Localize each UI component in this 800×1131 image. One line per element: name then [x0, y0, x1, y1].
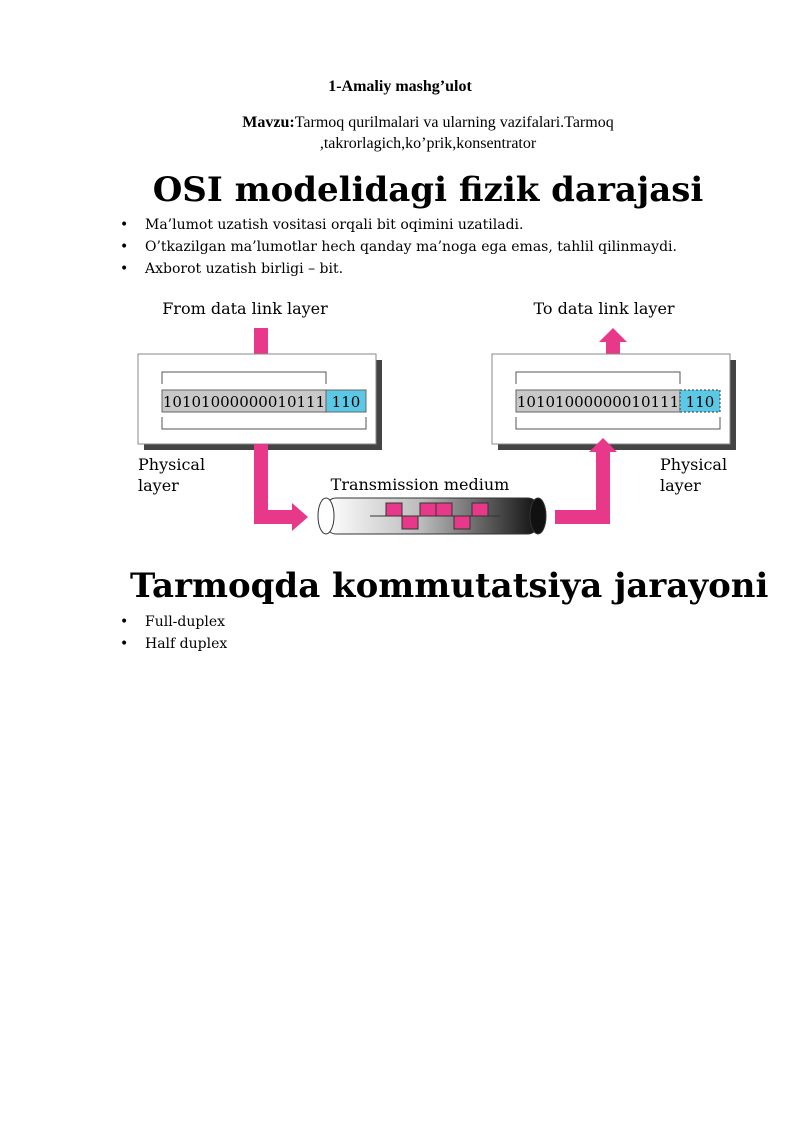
right-layer-label-line1: Physical: [660, 455, 728, 474]
transmission-medium-tube: [318, 498, 546, 534]
left-layer-label-line2: layer: [138, 476, 179, 495]
kommutatsiya-bullet-list: [120, 611, 227, 655]
bullet-icon: •: [120, 636, 129, 652]
right-physical-box: [492, 354, 736, 450]
topic-text: Tarmoq qurilmalari va ularning vazifalari.Tarmoq ,takrorlagich,ko’prik,konsentrator: [294, 114, 614, 152]
transmission-medium-label: Transmission medium: [330, 475, 510, 494]
list-item: • Axborot uzatish birligi – bit.: [120, 258, 677, 280]
bullet-icon: •: [120, 239, 129, 255]
to-data-link-label: To data link layer: [533, 299, 675, 318]
from-data-link-label: From data link layer: [162, 299, 328, 318]
list-item: • Full-duplex: [120, 611, 227, 633]
topic-line: [150, 112, 706, 154]
medium-to-right-arrow-icon: [555, 438, 617, 524]
right-tail-text: 110: [685, 393, 715, 411]
left-tail-text: 110: [331, 393, 361, 411]
bullet-icon: •: [120, 614, 129, 630]
topic-label: Mavzu:: [242, 114, 295, 131]
list-item: • Half duplex: [120, 633, 227, 655]
document-title: 1-Amaliy mashg’ulot: [328, 78, 472, 95]
right-layer-label-line2: layer: [660, 476, 701, 495]
left-bits-text: 10101000000010111: [162, 393, 326, 411]
osi-bullet-list: [120, 214, 677, 280]
bullet-icon: •: [120, 261, 129, 277]
left-physical-box: [138, 354, 382, 450]
right-bits-text: 10101000000010111: [516, 393, 680, 411]
list-item: • Ma’lumot uzatish vositasi orqali bit oqimini uzatiladi.: [120, 214, 677, 236]
physical-layer-diagram: [130, 292, 740, 542]
list-item: • O’tkazilgan ma’lumotlar hech qanday ma’noga ega emas, tahlil qilinmaydi.: [120, 236, 677, 258]
left-to-medium-arrow-icon: [254, 444, 308, 531]
section-heading-osi: OSI modelidagi fizik darajasi: [152, 170, 704, 210]
left-layer-label-line1: Physical: [138, 455, 206, 474]
section-heading-kommutatsiya: Tarmoqda kommutatsiya jarayoni: [130, 566, 769, 606]
bullet-icon: •: [120, 217, 129, 233]
